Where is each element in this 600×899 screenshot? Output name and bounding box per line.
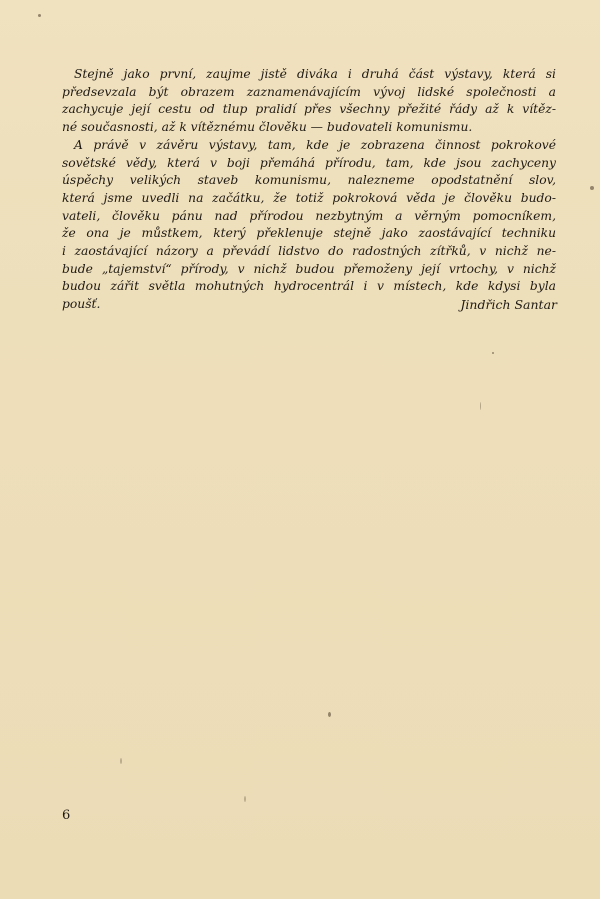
text-line: předsevzala být obrazem zaznamenávajícím vývoj lidské společnosti a	[62, 84, 556, 99]
paper-speck	[120, 758, 122, 764]
text-line: Stejně jako první, zaujme jistě diváka i druhá část výstavy, která si	[74, 67, 556, 81]
text-line: bude „tajemství“ přírody, v nichž budou přemoženy její vrtochy, v nichž	[62, 261, 556, 276]
paper-speck	[328, 712, 331, 717]
page-number: 6	[62, 808, 71, 823]
text-line: poušť.	[62, 297, 101, 312]
text-line: úspěchy velikých staveb komunismu, nalezneme opodstatnění slov,	[62, 173, 556, 188]
text-line: budou zářit světla mohutných hydrocentrál i v místech, kde kdysi byla	[62, 279, 556, 294]
text-line: že ona je můstkem, který překlenuje stejně jako zaostávající techniku	[62, 226, 556, 241]
paragraph-1	[62, 66, 556, 137]
paper-speck	[480, 402, 481, 410]
article-text	[62, 66, 556, 314]
paper-speck	[244, 796, 246, 802]
text-line: i zaostávající názory a převádí lidstvo do radostných zítřků, v nichž ne-	[62, 244, 556, 259]
paper-speck	[492, 352, 494, 354]
text-line: né současnosti, až k vítěznému člověku — budovateli komunismu.	[62, 120, 473, 135]
paper-speck	[38, 14, 41, 17]
author-signature: Jindřich Santar	[460, 297, 557, 312]
text-line: sovětské vědy, která v boji přemáhá přírodu, tam, kde jsou zachyceny	[62, 155, 556, 170]
paragraph-2	[62, 137, 556, 314]
text-line: A právě v závěru výstavy, tam, kde je zobrazena činnost pokrokové	[74, 137, 556, 152]
text-line: zachycuje její cestu od tlup pralidí přes všechny přežité řády až k vítěz-	[62, 102, 556, 117]
text-line: která jsme uvedli na začátku, že totiž pokroková věda je člověku budo-	[62, 190, 556, 205]
text-line: vateli, člověku pánu nad přírodou nezbytným a věrným pomocníkem,	[62, 208, 556, 223]
paper-speck	[590, 186, 594, 190]
